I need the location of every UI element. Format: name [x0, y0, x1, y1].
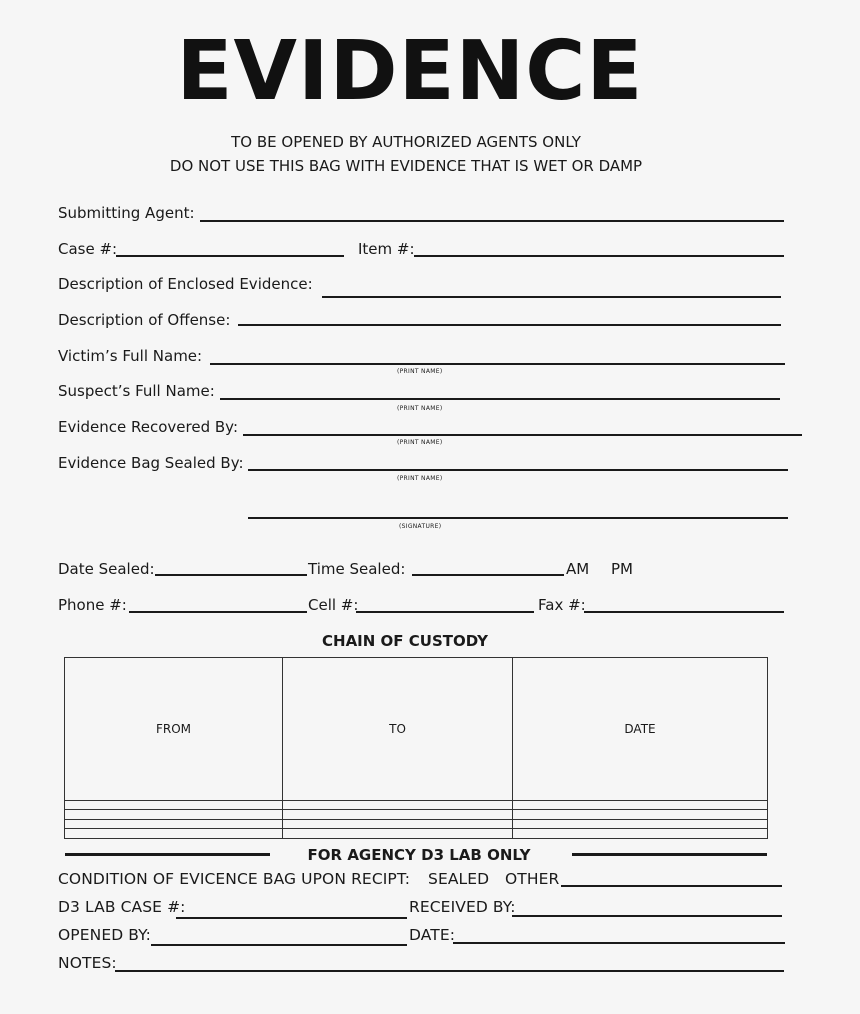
- item-number-label: Item #:: [358, 240, 415, 258]
- notes-label: NOTES:: [58, 954, 117, 972]
- signature-caption: (SIGNATURE): [399, 523, 442, 530]
- sealed-by-label: Evidence Bag Sealed By:: [58, 454, 244, 472]
- case-number-field[interactable]: [116, 255, 344, 257]
- authorized-notice: TO BE OPENED BY AUTHORIZED AGENTS ONLY: [231, 133, 581, 151]
- date-sealed-label: Date Sealed:: [58, 560, 155, 578]
- notes-field[interactable]: [115, 970, 784, 972]
- lab-only-heading: FOR AGENCY D3 LAB ONLY: [307, 846, 531, 864]
- wet-damp-warning: DO NOT USE THIS BAG WITH EVIDENCE THAT IS WET OR DAMP: [169, 157, 643, 175]
- evidence-description-field[interactable]: [322, 296, 781, 298]
- phone-label: Phone #:: [58, 596, 127, 614]
- time-sealed-field[interactable]: [412, 574, 564, 576]
- offense-description-label: Description of Offense:: [58, 311, 231, 329]
- custody-date-cell[interactable]: [513, 810, 768, 820]
- custody-date-cell[interactable]: [513, 829, 768, 839]
- sealed-print-name-caption: (PRINT NAME): [397, 475, 443, 482]
- table-row: [65, 819, 768, 829]
- lab-case-field[interactable]: [176, 917, 407, 919]
- column-header-to: TO: [283, 658, 513, 801]
- suspect-name-field[interactable]: [220, 398, 780, 400]
- pm-option[interactable]: PM: [611, 560, 633, 578]
- table-row: [65, 810, 768, 820]
- custody-from-cell[interactable]: [65, 810, 283, 820]
- victim-name-label: Victim’s Full Name:: [58, 347, 203, 365]
- cell-field[interactable]: [356, 611, 534, 613]
- custody-to-cell[interactable]: [283, 819, 513, 829]
- suspect-print-name-caption: (PRINT NAME): [397, 405, 443, 412]
- custody-header-row: [65, 658, 768, 801]
- document-title: EVIDENCE: [176, 24, 644, 119]
- recovered-by-field[interactable]: [243, 434, 802, 436]
- sealed-by-field[interactable]: [248, 469, 788, 471]
- custody-to-cell[interactable]: [283, 829, 513, 839]
- custody-from-cell[interactable]: [65, 819, 283, 829]
- sealed-option[interactable]: SEALED: [428, 870, 490, 888]
- custody-from-cell[interactable]: [65, 829, 283, 839]
- custody-date-cell[interactable]: [513, 800, 768, 810]
- recovered-by-label: Evidence Recovered By:: [58, 418, 239, 436]
- opened-by-label: OPENED BY:: [58, 926, 152, 944]
- suspect-name-label: Suspect’s Full Name:: [58, 382, 215, 400]
- column-header-date: DATE: [513, 658, 768, 801]
- received-by-label: RECEIVED BY:: [409, 898, 516, 916]
- victim-name-field[interactable]: [210, 363, 785, 365]
- lab-date-label: DATE:: [409, 926, 456, 944]
- other-condition-field[interactable]: [561, 885, 782, 887]
- am-option[interactable]: AM: [566, 560, 590, 578]
- other-option[interactable]: OTHER: [505, 870, 560, 888]
- custody-to-cell[interactable]: [283, 810, 513, 820]
- custody-date-cell[interactable]: [513, 819, 768, 829]
- evidence-description-label: Description of Enclosed Evidence:: [58, 275, 313, 293]
- custody-from-cell[interactable]: [65, 800, 283, 810]
- table-row: [65, 829, 768, 839]
- bag-condition-label: CONDITION OF EVICENCE BAG UPON RECIPT:: [58, 870, 411, 888]
- lab-case-label: D3 LAB CASE #:: [58, 898, 186, 916]
- recovered-print-name-caption: (PRINT NAME): [397, 439, 443, 446]
- chain-of-custody-heading: CHAIN OF CUSTODY: [322, 632, 488, 650]
- case-number-label: Case #:: [58, 240, 118, 258]
- opened-by-field[interactable]: [151, 944, 407, 946]
- offense-description-field[interactable]: [238, 324, 781, 326]
- fax-field[interactable]: [584, 611, 784, 613]
- time-sealed-label: Time Sealed:: [308, 560, 406, 578]
- table-row: [65, 800, 768, 810]
- cell-label: Cell #:: [308, 596, 359, 614]
- lab-date-field[interactable]: [453, 942, 785, 944]
- submitting-agent-field[interactable]: [200, 220, 784, 222]
- custody-to-cell[interactable]: [283, 800, 513, 810]
- date-sealed-field[interactable]: [155, 574, 307, 576]
- item-number-field[interactable]: [414, 255, 784, 257]
- submitting-agent-label: Submitting Agent:: [58, 204, 195, 222]
- lab-divider-right: [572, 853, 767, 856]
- victim-print-name-caption: (PRINT NAME): [397, 368, 443, 375]
- fax-label: Fax #:: [538, 596, 586, 614]
- column-header-from: FROM: [65, 658, 283, 801]
- received-by-field[interactable]: [512, 915, 782, 917]
- chain-of-custody-table: [64, 657, 768, 839]
- phone-field[interactable]: [129, 611, 307, 613]
- signature-field[interactable]: [248, 517, 788, 519]
